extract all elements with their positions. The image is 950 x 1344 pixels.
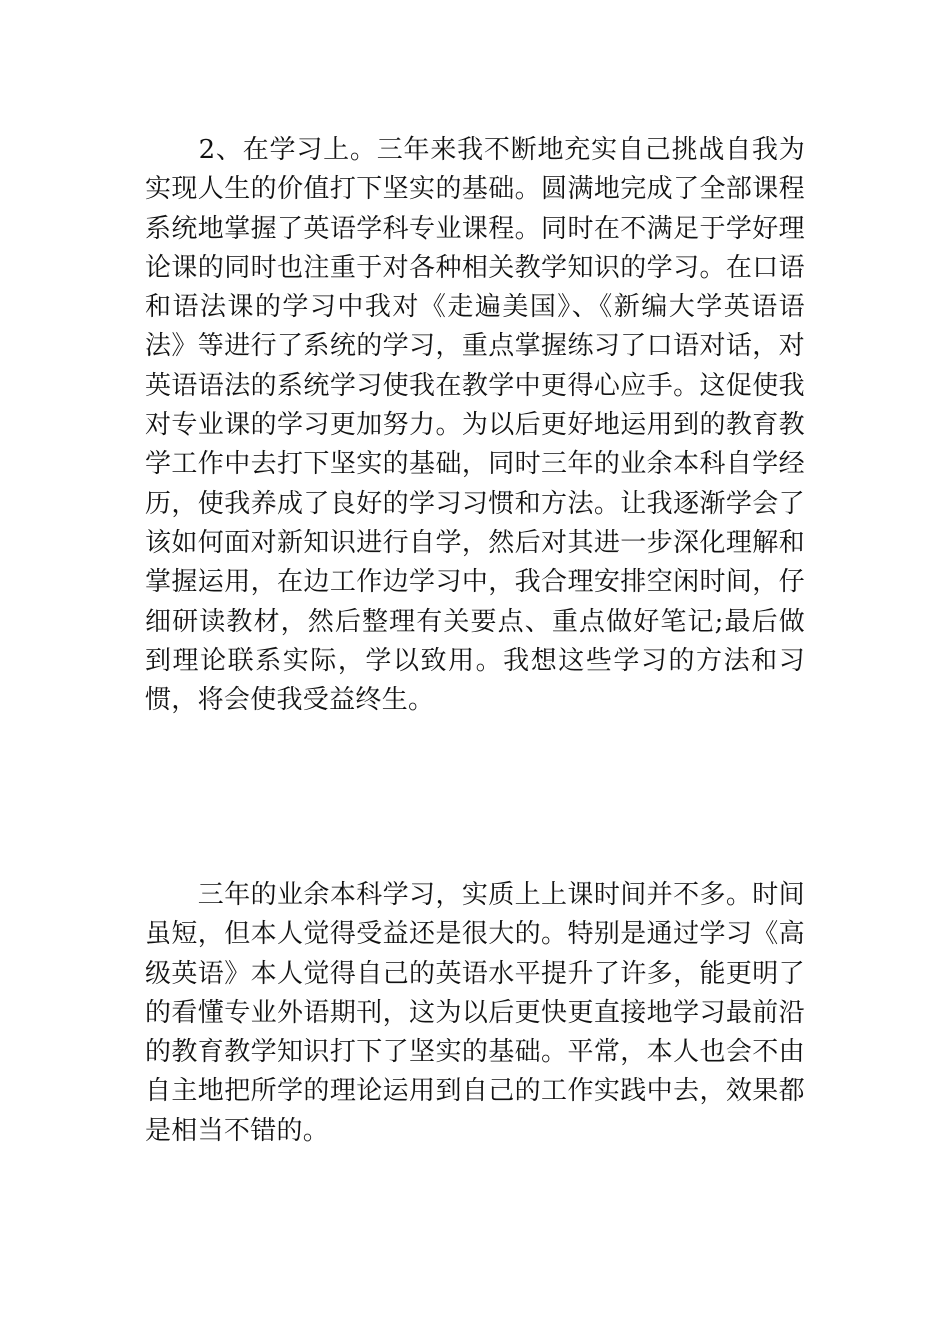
- body-paragraph: 2、在学习上。三年来我不断地充实自己挑战自我为实现人生的价值打下坚实的基础。圆满地完成了全部课程系统地掌握了英语学科专业课程。同时在不满足于学好理论课的同时也注重于对各种相关教学知识的学习。在口语和语法课的学习中我对《走遍美国》、《新编大学英语语法》等进行了系统的学习，重点掌握练习了口语对话，对英语语法的系统学习使我在教学中更得心应手。这促使我对专业课的学习更加努力。为以后更好地运用到的教育教学工作中去打下坚实的基础，同时三年的业余本科自学经历，使我养成了良好的学习习惯和方法。让我逐渐学会了该如何面对新知识进行自学，然后对其进一步深化理解和掌握运用，在边工作边学习中，我合理安排空闲时间，仔细研读教材，然后整理有关要点、重点做好笔记;最后做到理论联系实际，学以致用。我想这些学习的方法和习惯，将会使我受益终生。: [145, 135, 805, 716]
- body-paragraph: 三年的业余本科学习，实质上上课时间并不多。时间虽短，但本人觉得受益还是很大的。特别是通过学习《高级英语》本人觉得自己的英语水平提升了许多，能更明了的看懂专业外语期刊，这为以后更快更直接地学习最前沿的教育教学知识打下了坚实的基础。平常，本人也会不由自主地把所学的理论运用到自己的工作实践中去，效果都是相当不错的。: [145, 880, 805, 1146]
